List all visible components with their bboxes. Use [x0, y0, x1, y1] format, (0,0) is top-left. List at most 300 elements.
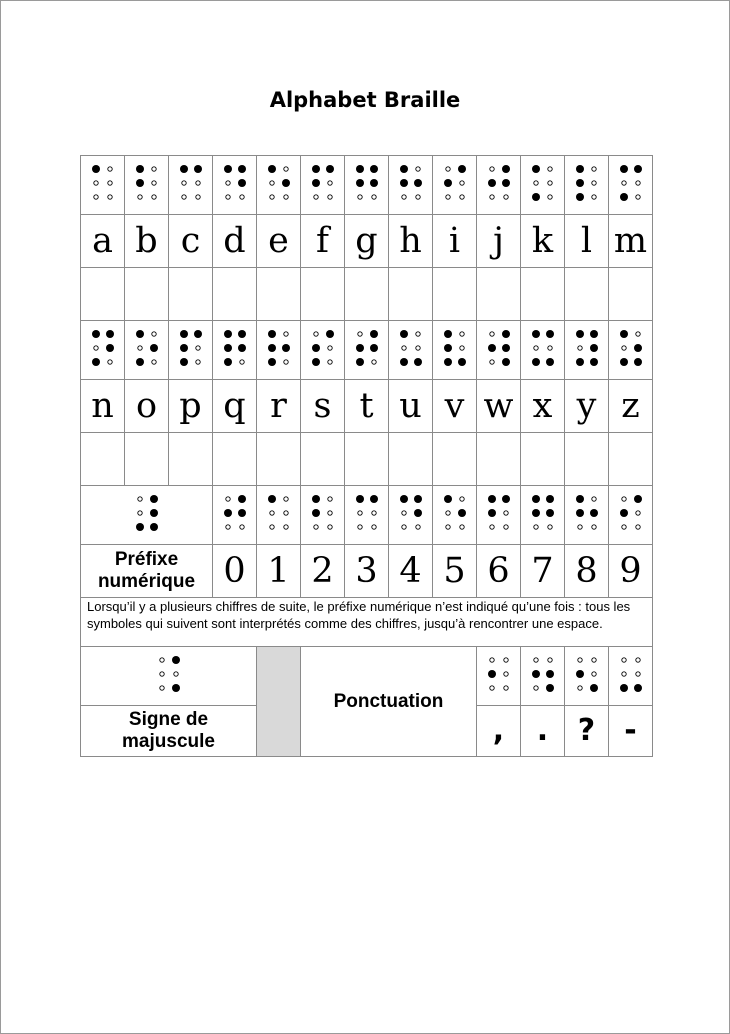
braille-dot-raised — [312, 165, 320, 173]
braille-dot-flat — [151, 331, 155, 335]
braille-icon-8 — [576, 493, 598, 533]
braille-dot-flat — [327, 496, 331, 500]
letter-braille-cell-h — [389, 156, 433, 215]
blank-cell — [213, 268, 257, 321]
braille-dot-flat — [459, 180, 463, 184]
braille-icon-period — [532, 654, 554, 694]
braille-dot-raised — [238, 165, 246, 173]
punct-braille-cell-period — [521, 647, 565, 706]
braille-dot-flat — [591, 524, 595, 528]
letter-braille-cell-v — [433, 321, 477, 380]
braille-icon-comma — [488, 654, 510, 694]
row-braille-a-m — [81, 156, 653, 215]
letter-glyph: k — [531, 220, 554, 261]
braille-dot-raised — [502, 165, 510, 173]
braille-icon-l — [576, 163, 598, 203]
letter-braille-cell-n — [81, 321, 125, 380]
braille-dot-raised — [180, 330, 188, 338]
braille-dot-raised — [590, 344, 598, 352]
braille-dot-flat — [327, 180, 331, 184]
braille-dot-flat — [283, 194, 287, 198]
braille-dot-flat — [489, 166, 493, 170]
braille-icon-m — [620, 163, 642, 203]
row-letters-n-z — [81, 380, 653, 433]
blank-cell — [301, 433, 345, 486]
braille-dot-flat — [283, 496, 287, 500]
letter-glyph: a — [92, 220, 113, 261]
braille-dot-flat — [635, 180, 639, 184]
braille-dot-raised — [414, 179, 422, 187]
braille-dot-raised — [532, 330, 540, 338]
braille-dot-raised — [532, 670, 540, 678]
row-blank-2 — [81, 433, 653, 486]
braille-dot-raised — [312, 344, 320, 352]
braille-icon-v — [444, 328, 466, 368]
braille-icon-x — [532, 328, 554, 368]
braille-dot-raised — [576, 670, 584, 678]
braille-dot-raised — [238, 495, 246, 503]
braille-dot-flat — [503, 657, 507, 661]
braille-dot-raised — [414, 509, 422, 517]
braille-dot-flat — [621, 657, 625, 661]
braille-dot-flat — [269, 510, 273, 514]
braille-dot-flat — [239, 359, 243, 363]
braille-dot-raised — [502, 330, 510, 338]
braille-dot-flat — [159, 657, 163, 661]
braille-dot-flat — [107, 166, 111, 170]
braille-dot-raised — [136, 330, 144, 338]
blank-cell — [345, 433, 389, 486]
braille-dot-flat — [533, 685, 537, 689]
braille-icon-6 — [488, 493, 510, 533]
braille-dot-flat — [489, 524, 493, 528]
braille-icon-t — [356, 328, 378, 368]
blank-cell — [565, 268, 609, 321]
braille-dot-flat — [547, 166, 551, 170]
braille-icon-2 — [312, 493, 334, 533]
braille-dot-raised — [150, 509, 158, 517]
braille-dot-raised — [136, 358, 144, 366]
braille-dot-raised — [634, 344, 642, 352]
braille-dot-flat — [503, 524, 507, 528]
letter-cell-q — [213, 380, 257, 433]
braille-dot-raised — [488, 179, 496, 187]
braille-dot-flat — [327, 510, 331, 514]
letter-braille-cell-b — [125, 156, 169, 215]
braille-dot-flat — [621, 671, 625, 675]
braille-dot-raised — [224, 358, 232, 366]
blank-cell — [433, 268, 477, 321]
braille-dot-raised — [590, 684, 598, 692]
braille-dot-flat — [635, 671, 639, 675]
braille-dot-flat — [635, 331, 639, 335]
braille-icon-q — [224, 328, 246, 368]
braille-icon-r — [268, 328, 290, 368]
letter-braille-cell-m — [609, 156, 653, 215]
braille-dot-raised — [502, 344, 510, 352]
digit-braille-cell-6 — [477, 486, 521, 545]
braille-dot-flat — [635, 510, 639, 514]
braille-dot-raised — [224, 344, 232, 352]
braille-icon-z — [620, 328, 642, 368]
digit-braille-cell-7 — [521, 486, 565, 545]
digit-cell-6 — [477, 545, 521, 598]
braille-dot-flat — [591, 194, 595, 198]
braille-dot-flat — [547, 657, 551, 661]
letter-braille-cell-l — [565, 156, 609, 215]
braille-dot-raised — [224, 509, 232, 517]
braille-dot-flat — [533, 345, 537, 349]
digit-cell-5 — [433, 545, 477, 598]
braille-dot-raised — [370, 179, 378, 187]
braille-dot-raised — [502, 179, 510, 187]
letter-cell-a — [81, 215, 125, 268]
braille-icon-c — [180, 163, 202, 203]
braille-dot-raised — [414, 358, 422, 366]
braille-dot-raised — [180, 344, 188, 352]
braille-icon-hyphen — [620, 654, 642, 694]
letter-cell-k — [521, 215, 565, 268]
braille-dot-raised — [576, 179, 584, 187]
braille-dot-flat — [621, 524, 625, 528]
row-blank-1 — [81, 268, 653, 321]
braille-dot-raised — [282, 344, 290, 352]
braille-dot-flat — [415, 345, 419, 349]
blank-cell — [169, 433, 213, 486]
braille-icon-k — [532, 163, 554, 203]
braille-dot-raised — [576, 165, 584, 173]
braille-dot-raised — [238, 344, 246, 352]
braille-dot-raised — [268, 344, 276, 352]
punct-braille-cell-comma — [477, 647, 521, 706]
braille-dot-flat — [591, 166, 595, 170]
braille-dot-raised — [194, 165, 202, 173]
braille-dot-flat — [93, 345, 97, 349]
letter-braille-cell-t — [345, 321, 389, 380]
braille-dot-flat — [181, 180, 185, 184]
braille-dot-raised — [312, 509, 320, 517]
letter-glyph: m — [613, 220, 648, 261]
braille-dot-flat — [489, 331, 493, 335]
blank-cell — [389, 268, 433, 321]
punct-cell-? — [565, 706, 609, 757]
braille-dot-raised — [92, 165, 100, 173]
letter-cell-n — [81, 380, 125, 433]
braille-dot-raised — [590, 330, 598, 338]
braille-dot-raised — [268, 330, 276, 338]
braille-dot-raised — [546, 684, 554, 692]
braille-dot-flat — [195, 359, 199, 363]
braille-icon-s — [312, 328, 334, 368]
letter-glyph: s — [313, 385, 332, 426]
braille-dot-flat — [313, 524, 317, 528]
braille-dot-flat — [137, 510, 141, 514]
braille-dot-raised — [224, 330, 232, 338]
digit-glyph: 6 — [487, 550, 510, 591]
braille-dot-flat — [577, 685, 581, 689]
punct-cell-, — [477, 706, 521, 757]
braille-dot-flat — [415, 524, 419, 528]
braille-dot-raised — [356, 344, 364, 352]
punct-braille-cell-hyphen — [609, 647, 653, 706]
braille-dot-flat — [137, 194, 141, 198]
braille-dot-flat — [577, 657, 581, 661]
blank-cell — [477, 433, 521, 486]
braille-dot-flat — [503, 685, 507, 689]
letter-cell-r — [257, 380, 301, 433]
braille-dot-flat — [621, 496, 625, 500]
letter-braille-cell-i — [433, 156, 477, 215]
braille-dot-raised — [92, 358, 100, 366]
digit-cell-8 — [565, 545, 609, 598]
numeric-prefix-icon — [136, 493, 158, 533]
braille-dot-flat — [151, 359, 155, 363]
braille-dot-raised — [502, 358, 510, 366]
braille-dot-raised — [634, 495, 642, 503]
letter-cell-h — [389, 215, 433, 268]
braille-dot-flat — [371, 510, 375, 514]
row-braille-digits — [81, 486, 653, 545]
letter-glyph: f — [316, 220, 329, 261]
punctuation-label-cell — [301, 647, 477, 757]
braille-dot-raised — [546, 358, 554, 366]
braille-dot-raised — [136, 179, 144, 187]
braille-dot-raised — [444, 358, 452, 366]
braille-dot-flat — [225, 496, 229, 500]
braille-dot-flat — [269, 524, 273, 528]
braille-dot-flat — [327, 194, 331, 198]
braille-dot-raised — [238, 179, 246, 187]
letter-glyph: l — [580, 220, 593, 261]
braille-dot-raised — [268, 495, 276, 503]
letter-glyph: w — [483, 385, 514, 426]
letter-braille-cell-g — [345, 156, 389, 215]
letter-braille-cell-r — [257, 321, 301, 380]
braille-dot-raised — [356, 179, 364, 187]
letter-glyph: i — [448, 220, 461, 261]
punct-glyph: , — [492, 713, 505, 748]
braille-dot-raised — [414, 495, 422, 503]
braille-dot-flat — [445, 524, 449, 528]
blank-cell — [609, 433, 653, 486]
letter-cell-z — [609, 380, 653, 433]
braille-icon-f — [312, 163, 334, 203]
braille-dot-raised — [576, 509, 584, 517]
letter-braille-cell-c — [169, 156, 213, 215]
braille-icon-w — [488, 328, 510, 368]
braille-dot-flat — [489, 359, 493, 363]
braille-dot-flat — [459, 331, 463, 335]
blank-cell — [81, 268, 125, 321]
digit-braille-cell-0 — [213, 486, 257, 545]
letter-glyph: e — [268, 220, 289, 261]
blank-cell — [81, 433, 125, 486]
braille-dot-flat — [459, 345, 463, 349]
digit-braille-cell-2 — [301, 486, 345, 545]
braille-dot-flat — [371, 359, 375, 363]
braille-dot-flat — [445, 194, 449, 198]
letter-glyph: v — [444, 385, 465, 426]
braille-dot-flat — [137, 345, 141, 349]
braille-dot-flat — [269, 180, 273, 184]
braille-dot-flat — [533, 657, 537, 661]
digit-braille-cell-1 — [257, 486, 301, 545]
braille-dot-raised — [180, 165, 188, 173]
braille-dot-flat — [225, 524, 229, 528]
blank-cell — [477, 268, 521, 321]
braille-dot-raised — [532, 165, 540, 173]
letter-cell-j — [477, 215, 521, 268]
braille-dot-flat — [591, 180, 595, 184]
letter-cell-f — [301, 215, 345, 268]
braille-dot-flat — [225, 180, 229, 184]
letter-glyph: o — [135, 385, 158, 426]
row-digits — [81, 545, 653, 598]
braille-dot-flat — [151, 194, 155, 198]
braille-dot-raised — [444, 495, 452, 503]
page-title: Alphabet Braille — [269, 88, 461, 112]
braille-dot-raised — [312, 179, 320, 187]
braille-dot-flat — [503, 510, 507, 514]
punct-cell-. — [521, 706, 565, 757]
braille-dot-raised — [620, 509, 628, 517]
braille-dot-raised — [150, 495, 158, 503]
braille-dot-flat — [107, 359, 111, 363]
digit-braille-cell-8 — [565, 486, 609, 545]
braille-dot-flat — [635, 657, 639, 661]
digit-cell-3 — [345, 545, 389, 598]
braille-dot-flat — [459, 524, 463, 528]
braille-dot-raised — [356, 358, 364, 366]
blank-cell — [213, 433, 257, 486]
punct-braille-cell-question — [565, 647, 609, 706]
braille-dot-raised — [370, 330, 378, 338]
braille-dot-flat — [503, 194, 507, 198]
capital-sign-braille — [81, 647, 257, 706]
braille-dot-flat — [357, 510, 361, 514]
braille-dot-raised — [546, 670, 554, 678]
braille-dot-raised — [370, 165, 378, 173]
braille-dot-raised — [172, 684, 180, 692]
braille-icon-1 — [268, 493, 290, 533]
braille-dot-flat — [283, 331, 287, 335]
letter-braille-cell-j — [477, 156, 521, 215]
letter-braille-cell-d — [213, 156, 257, 215]
letter-braille-cell-u — [389, 321, 433, 380]
braille-dot-flat — [459, 496, 463, 500]
braille-dot-raised — [576, 358, 584, 366]
braille-dot-raised — [488, 495, 496, 503]
braille-dot-flat — [577, 345, 581, 349]
row-note — [81, 598, 653, 647]
braille-dot-raised — [620, 330, 628, 338]
braille-icon-5 — [444, 493, 466, 533]
digit-braille-cell-4 — [389, 486, 433, 545]
braille-dot-flat — [93, 180, 97, 184]
braille-dot-raised — [458, 358, 466, 366]
letter-braille-cell-e — [257, 156, 301, 215]
braille-dot-flat — [107, 180, 111, 184]
braille-icon-d — [224, 163, 246, 203]
braille-dot-flat — [283, 524, 287, 528]
braille-dot-raised — [620, 165, 628, 173]
braille-dot-flat — [137, 496, 141, 500]
braille-dot-raised — [488, 670, 496, 678]
blank-cell — [521, 433, 565, 486]
digit-cell-9 — [609, 545, 653, 598]
punct-glyph: ? — [577, 713, 596, 748]
braille-dot-raised — [532, 509, 540, 517]
blank-cell — [125, 433, 169, 486]
braille-dot-raised — [238, 509, 246, 517]
letter-glyph: r — [270, 385, 287, 426]
braille-icon-p — [180, 328, 202, 368]
letter-glyph: t — [359, 385, 374, 426]
braille-dot-raised — [444, 344, 452, 352]
letter-cell-u — [389, 380, 433, 433]
braille-dot-raised — [268, 165, 276, 173]
capital-sign-label-line1: Signe de — [128, 709, 209, 730]
braille-dot-raised — [634, 358, 642, 366]
digit-cell-1 — [257, 545, 301, 598]
braille-dot-flat — [181, 194, 185, 198]
letter-braille-cell-s — [301, 321, 345, 380]
braille-dot-raised — [106, 330, 114, 338]
blank-cell — [433, 433, 477, 486]
digit-glyph: 7 — [531, 550, 554, 591]
digit-cell-2 — [301, 545, 345, 598]
braille-icon-i — [444, 163, 466, 203]
braille-dot-flat — [151, 180, 155, 184]
digit-glyph: 8 — [575, 550, 598, 591]
braille-dot-flat — [547, 345, 551, 349]
braille-dot-raised — [172, 656, 180, 664]
letter-cell-e — [257, 215, 301, 268]
letter-braille-cell-y — [565, 321, 609, 380]
digit-glyph: 9 — [619, 550, 642, 591]
braille-dot-raised — [546, 495, 554, 503]
digit-glyph: 3 — [355, 550, 378, 591]
braille-dot-flat — [415, 166, 419, 170]
braille-dot-flat — [591, 671, 595, 675]
braille-dot-flat — [327, 359, 331, 363]
braille-dot-flat — [371, 194, 375, 198]
punct-cell-- — [609, 706, 653, 757]
braille-dot-flat — [159, 671, 163, 675]
braille-dot-flat — [621, 345, 625, 349]
braille-dot-flat — [547, 524, 551, 528]
letter-cell-t — [345, 380, 389, 433]
braille-dot-flat — [503, 671, 507, 675]
blank-cell — [609, 268, 653, 321]
braille-dot-flat — [357, 524, 361, 528]
letter-glyph: n — [91, 385, 114, 426]
letter-glyph: c — [180, 220, 201, 261]
braille-dot-flat — [445, 510, 449, 514]
braille-icon-e — [268, 163, 290, 203]
blank-cell — [521, 268, 565, 321]
blank-cell — [169, 268, 213, 321]
letter-glyph: g — [355, 220, 378, 261]
letter-cell-g — [345, 215, 389, 268]
braille-icon-0 — [224, 493, 246, 533]
braille-dot-raised — [590, 509, 598, 517]
numeric-prefix-label — [81, 545, 213, 598]
letter-braille-cell-o — [125, 321, 169, 380]
blank-cell — [389, 433, 433, 486]
blank-cell — [257, 268, 301, 321]
letter-braille-cell-a — [81, 156, 125, 215]
